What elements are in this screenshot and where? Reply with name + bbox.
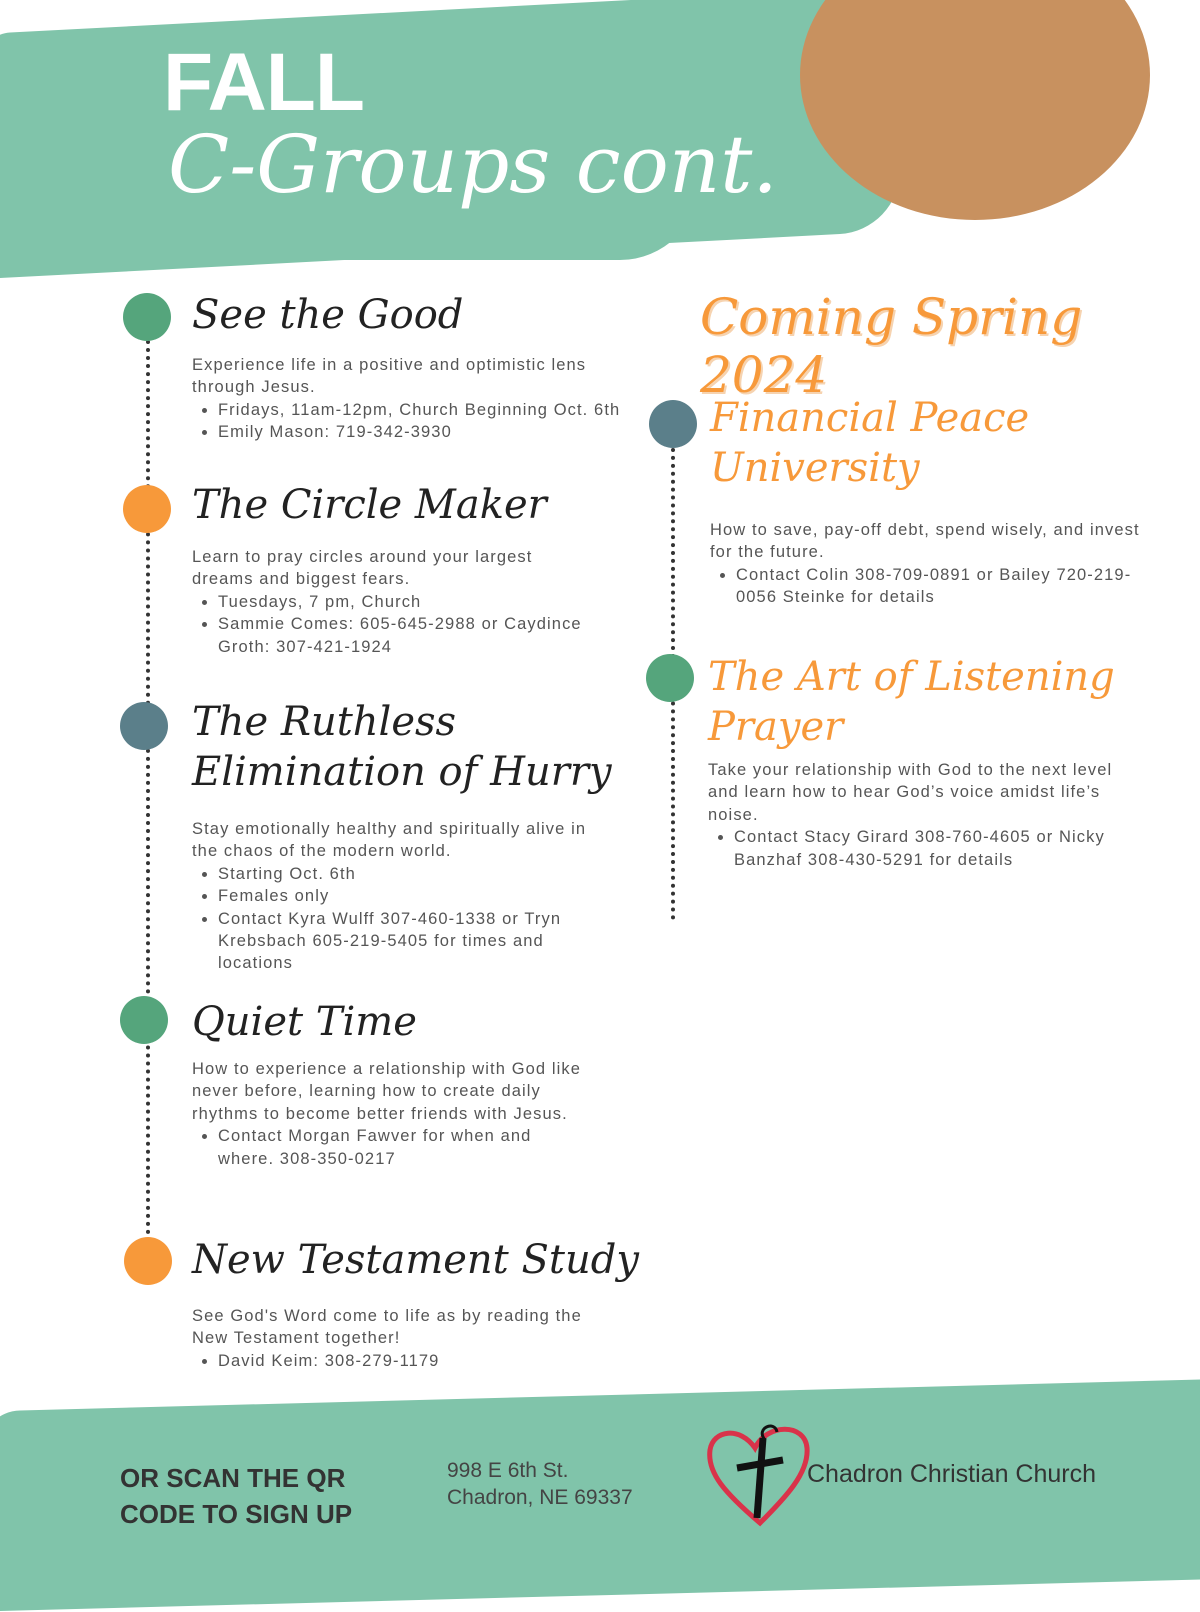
group-title-line: Elimination of Hurry (192, 749, 612, 795)
description-text: Learn to pray circles around your largest dreams and biggest fears. (192, 548, 533, 589)
group-title (192, 290, 463, 340)
bullet-list (708, 826, 1138, 871)
group-title-line: The Art of Listening (708, 654, 1115, 700)
timeline-circle-icon (649, 400, 697, 448)
bullet-list (192, 591, 582, 658)
timeline-circle-icon (123, 485, 171, 533)
description-text: Experience life in a positive and optimistic lens through Jesus. (192, 356, 587, 397)
address-line-2: Chadron, NE 69337 (447, 1486, 633, 1509)
qr-signup-text (120, 1460, 352, 1532)
left-timeline-dots (146, 340, 150, 1235)
group-description (192, 354, 632, 444)
bullet-item: • Contact Colin 308-709-0891 or Bailey 720-219-0056 Steinke for details (736, 564, 1140, 609)
group-title (192, 697, 612, 797)
bullet-item: • Emily Mason: 719-342-3930 (218, 421, 632, 443)
bullet-item: • Fridays, 11am-12pm, Church Beginning Oct. 6th (218, 399, 632, 421)
coming-spring-heading: Coming Spring 2024 (700, 288, 1083, 404)
bullet-list (710, 564, 1140, 609)
description-text: How to save, pay-off debt, spend wisely, and invest for the future. (710, 521, 1140, 562)
timeline-circle-icon (120, 702, 168, 750)
group-description (710, 519, 1140, 609)
group-description (192, 546, 582, 658)
bullet-item: • Sammie Comes: 605-645-2988 or Caydince Groth: 307-421-1924 (218, 613, 582, 658)
header-cgroups: C-Groups cont. (168, 118, 778, 211)
group-title (192, 997, 417, 1047)
bullet-item: • Tuesdays, 7 pm, Church (218, 591, 582, 613)
group-title-line: Financial Peace (710, 395, 1030, 441)
description-text: Take your relationship with God to the next level and learn how to hear God’s voice amidst life’s noise. (708, 761, 1113, 824)
qr-line-1: OR SCAN THE QR (120, 1463, 346, 1493)
header-fall: FALL (163, 37, 364, 128)
group-title-line: University (710, 445, 920, 491)
group-title (710, 393, 1029, 493)
address-line-1: 998 E 6th St. (447, 1459, 569, 1482)
group-title-line: Prayer (708, 704, 844, 750)
group-description (192, 1305, 587, 1372)
bullet-list (192, 399, 632, 444)
group-description (192, 1058, 587, 1170)
description-text: Stay emotionally healthy and spiritually alive in the chaos of the modern world. (192, 820, 587, 861)
group-title-line: See the Good (192, 292, 464, 338)
bullet-list (192, 1350, 587, 1372)
timeline-circle-icon (123, 293, 171, 341)
bullet-list (192, 863, 592, 975)
bullet-list (192, 1125, 587, 1170)
bullet-item: • Contact Stacy Girard 308-760-4605 or Nicky Banzhaf 308-430-5291 for details (734, 826, 1138, 871)
group-title-line: Quiet Time (192, 999, 417, 1045)
description-text: See God's Word come to life as by reading the New Testament together! (192, 1307, 582, 1348)
bullet-item: • Contact Morgan Fawver for when and where. 308-350-0217 (218, 1125, 587, 1170)
group-title (192, 1235, 639, 1285)
group-description (708, 759, 1138, 871)
description-text: How to experience a relationship with God like never before, learning how to create daily rhythms to become better friends with Jesus. (192, 1060, 582, 1123)
group-title-line: The Circle Maker (192, 482, 547, 528)
bullet-item: • Contact Kyra Wulff 307-460-1338 or Tryn Krebsbach 605-219-5405 for times and locations (218, 908, 592, 975)
group-title (708, 652, 1115, 752)
bullet-item: • David Keim: 308-279-1179 (218, 1350, 587, 1372)
qr-line-2: CODE TO SIGN UP (120, 1499, 353, 1529)
bullet-item: • Females only (218, 885, 592, 907)
group-title-line: New Testament Study (192, 1237, 639, 1283)
church-name: Chadron Christian Church (807, 1460, 1097, 1488)
group-description (192, 818, 592, 975)
group-title (192, 480, 547, 530)
timeline-circle-icon (124, 1237, 172, 1285)
group-title-line: The Ruthless (192, 699, 457, 745)
heart-cross-logo-icon (705, 1418, 815, 1530)
timeline-circle-icon (120, 996, 168, 1044)
address (447, 1457, 633, 1511)
timeline-circle-icon (646, 654, 694, 702)
bullet-item: • Starting Oct. 6th (218, 863, 592, 885)
